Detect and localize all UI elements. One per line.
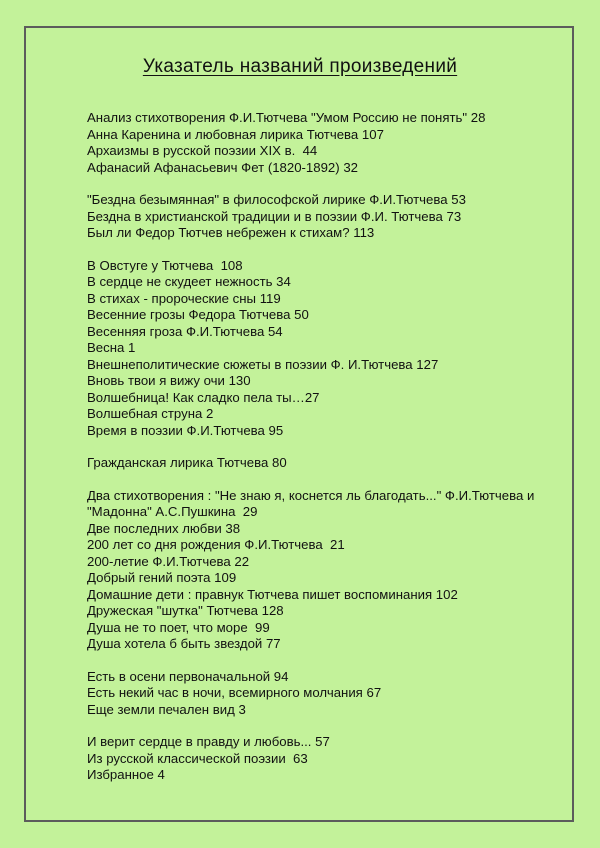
index-entry: Два стихотворения : "Не знаю я, коснется ль благодать..." Ф.И.Тютчева и "Мадонна" А.С.Пушкина 29 xyxy=(87,487,538,519)
index-entry: Еще земли печален вид 3 xyxy=(87,701,246,717)
index-entry: Есть в осени первоначальной 94 xyxy=(87,668,289,684)
title-index xyxy=(87,110,567,800)
index-entry: Анна Каренина и любовная лирика Тютчева 107 xyxy=(87,126,384,142)
index-entry: Избранное 4 xyxy=(87,767,165,782)
index-group xyxy=(87,669,567,719)
index-entry: Волшебница! Как сладко пела ты…27 xyxy=(87,389,320,405)
index-entry: В Овстуге у Тютчева 108 xyxy=(87,257,243,273)
index-entry: Душа не то поет, что море 99 xyxy=(87,619,270,635)
index-entry: Домашние дети : правнук Тютчева пишет воспоминания 102 xyxy=(87,586,458,602)
index-entry: Архаизмы в русской поэзии XIX в. 44 xyxy=(87,143,318,158)
index-entry: 200-летие Ф.И.Тютчева 22 xyxy=(87,553,250,569)
index-entry: Весенние грозы Федора Тютчева 50 xyxy=(87,307,309,322)
index-entry: Был ли Федор Тютчев небрежен к стихам? 113 xyxy=(87,225,375,240)
index-group xyxy=(87,110,567,176)
index-entry: В сердце не скудеет нежность 34 xyxy=(87,274,291,289)
index-entry: Бездна в христианской традиции и в поэзии Ф.И. Тютчева 73 xyxy=(87,208,462,224)
index-entry: Гражданская лирика Тютчева 80 xyxy=(87,455,287,470)
index-group xyxy=(87,488,567,653)
index-entry: Дружеская "шутка" Тютчева 128 xyxy=(87,603,284,618)
index-entry: В стихах - пророческие сны 119 xyxy=(87,290,281,306)
index-entry: Весна 1 xyxy=(87,340,136,355)
index-entry: "Бездна безымянная" в философской лирике Ф.И.Тютчева 53 xyxy=(87,192,466,207)
index-entry: И верит сердце в правду и любовь... 57 xyxy=(87,734,330,749)
index-entry: Внешнеполитические сюжеты в поэзии Ф. И.Тютчева 127 xyxy=(87,356,439,372)
index-entry: Из русской классической поэзии 63 xyxy=(87,750,308,766)
index-entry: Афанасий Афанасьевич Фет (1820-1892) 32 xyxy=(87,159,358,175)
index-entry: Две последних любви 38 xyxy=(87,520,241,536)
index-entry: Анализ стихотворения Ф.И.Тютчева "Умом Россию не понять" 28 xyxy=(87,110,486,125)
index-entry: Добрый гений поэта 109 xyxy=(87,570,237,585)
index-entry: Весенняя гроза Ф.И.Тютчева 54 xyxy=(87,323,283,339)
index-entry: Волшебная струна 2 xyxy=(87,406,214,421)
index-entry: Душа хотела б быть звездой 77 xyxy=(87,636,281,651)
index-entry: Время в поэзии Ф.И.Тютчева 95 xyxy=(87,422,284,438)
index-entry: Вновь твои я вижу очи 130 xyxy=(87,373,251,388)
index-group xyxy=(87,455,567,472)
index-entry: Есть некий час в ночи, всемирного молчания 67 xyxy=(87,685,382,700)
index-entry: 200 лет со дня рождения Ф.И.Тютчева 21 xyxy=(87,537,345,552)
index-group xyxy=(87,734,567,784)
index-group xyxy=(87,258,567,440)
index-group xyxy=(87,192,567,242)
page-title: Указатель названий произведений xyxy=(142,56,458,77)
